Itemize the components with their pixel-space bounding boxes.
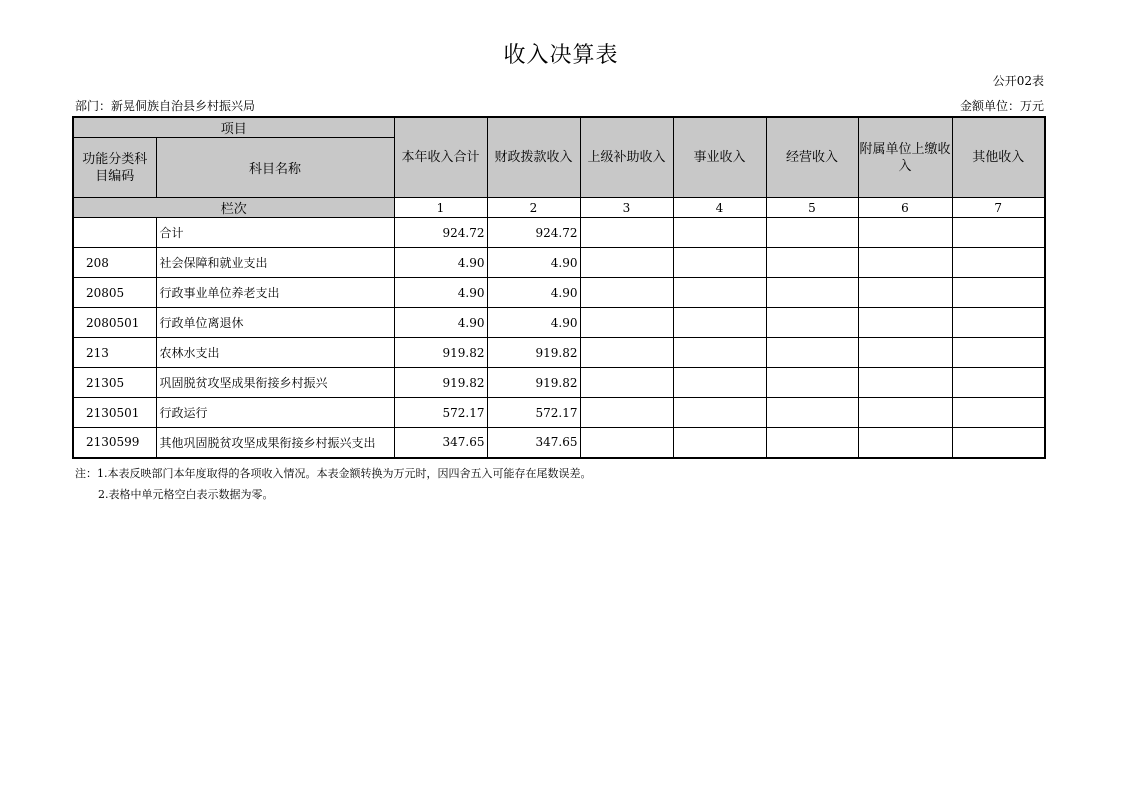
- row-name: 行政单位离退休: [156, 308, 394, 338]
- row-value: 4.90: [394, 248, 487, 278]
- row-name: 其他巩固脱贫攻坚成果衔接乡村振兴支出: [156, 428, 394, 458]
- header-name: 科目名称: [156, 138, 394, 198]
- row-value: [952, 398, 1045, 428]
- row-code: 213: [73, 338, 156, 368]
- header-col-4: 事业收入: [673, 117, 766, 198]
- row-code: 20805: [73, 278, 156, 308]
- header-col-5: 经营收入: [766, 117, 858, 198]
- row-name: 社会保障和就业支出: [156, 248, 394, 278]
- row-value: 347.65: [487, 428, 580, 458]
- amount-unit-label: 金额单位：万元: [959, 99, 1044, 113]
- footnote-2: 2.表格中单元格空白表示数据为零。: [98, 488, 274, 501]
- table-row: [73, 338, 1045, 368]
- row-value: [673, 428, 766, 458]
- row-name: 农林水支出: [156, 338, 394, 368]
- row-value: 919.82: [487, 338, 580, 368]
- row-code: [73, 218, 156, 248]
- row-value: [766, 248, 858, 278]
- row-value: 4.90: [394, 278, 487, 308]
- row-value: [766, 218, 858, 248]
- row-code: 21305: [73, 368, 156, 398]
- footnotes: [75, 463, 592, 505]
- row-code: 2130501: [73, 398, 156, 428]
- row-name: 行政运行: [156, 398, 394, 428]
- row-value: 572.17: [394, 398, 487, 428]
- income-table: [72, 116, 1046, 459]
- row-name: 巩固脱贫攻坚成果衔接乡村振兴: [156, 368, 394, 398]
- row-name: 行政事业单位养老支出: [156, 278, 394, 308]
- footnote-1: 注：1.本表反映部门本年度取得的各项收入情况。本表金额转换为万元时，因四舍五入可能存在尾数误差。: [75, 467, 592, 480]
- row-value: [580, 398, 673, 428]
- column-index: 6: [858, 198, 952, 218]
- row-value: [580, 338, 673, 368]
- header-col-2: 财政拨款收入: [487, 117, 580, 198]
- header-col-1: 本年收入合计: [394, 117, 487, 198]
- table-row: [73, 398, 1045, 428]
- column-index: 3: [580, 198, 673, 218]
- table-row: [73, 368, 1045, 398]
- row-value: [766, 308, 858, 338]
- row-value: [952, 368, 1045, 398]
- row-value: [580, 308, 673, 338]
- row-value: 919.82: [394, 338, 487, 368]
- row-value: [673, 248, 766, 278]
- row-value: 919.82: [487, 368, 580, 398]
- row-value: [673, 308, 766, 338]
- column-index: 5: [766, 198, 858, 218]
- row-value: [858, 278, 952, 308]
- row-value: 4.90: [394, 308, 487, 338]
- table-row: [73, 278, 1045, 308]
- row-value: [952, 218, 1045, 248]
- row-value: [580, 248, 673, 278]
- column-index: 4: [673, 198, 766, 218]
- header-col-7: 其他收入: [952, 117, 1045, 198]
- header-code: 功能分类科目编码: [73, 138, 156, 198]
- row-value: [858, 428, 952, 458]
- row-value: [673, 368, 766, 398]
- row-value: 4.90: [487, 248, 580, 278]
- row-value: 924.72: [487, 218, 580, 248]
- row-value: [858, 398, 952, 428]
- form-number: 公开02表: [992, 74, 1044, 88]
- row-value: 4.90: [487, 278, 580, 308]
- row-value: 4.90: [487, 308, 580, 338]
- row-value: [580, 218, 673, 248]
- header-lanci: 栏次: [73, 198, 394, 218]
- row-value: [952, 278, 1045, 308]
- row-value: [673, 398, 766, 428]
- row-value: 919.82: [394, 368, 487, 398]
- row-value: [858, 308, 952, 338]
- row-name: 合计: [156, 218, 394, 248]
- row-value: [580, 428, 673, 458]
- column-index: 1: [394, 198, 487, 218]
- row-value: [766, 428, 858, 458]
- row-code: 208: [73, 248, 156, 278]
- row-value: [580, 368, 673, 398]
- table-row: [73, 218, 1045, 248]
- row-value: [858, 218, 952, 248]
- page-title: 收入决算表: [503, 43, 619, 68]
- row-value: [673, 218, 766, 248]
- column-index: 7: [952, 198, 1045, 218]
- row-value: [673, 278, 766, 308]
- row-code: 2130599: [73, 428, 156, 458]
- row-value: [766, 278, 858, 308]
- row-value: [858, 338, 952, 368]
- row-value: [858, 368, 952, 398]
- row-value: [766, 338, 858, 368]
- table-row: [73, 428, 1045, 458]
- header-project: 项目: [73, 117, 394, 138]
- table-row: [73, 248, 1045, 278]
- row-value: [952, 248, 1045, 278]
- row-value: [673, 338, 766, 368]
- row-value: [952, 308, 1045, 338]
- row-value: [766, 368, 858, 398]
- column-index: 2: [487, 198, 580, 218]
- row-value: [766, 398, 858, 428]
- row-value: [952, 338, 1045, 368]
- table-row: [73, 308, 1045, 338]
- row-code: 2080501: [73, 308, 156, 338]
- department-label: 部门：新晃侗族自治县乡村振兴局: [75, 99, 256, 113]
- row-value: 572.17: [487, 398, 580, 428]
- header-col-3: 上级补助收入: [580, 117, 673, 198]
- row-value: [952, 428, 1045, 458]
- header-col-6: 附属单位上缴收入: [858, 117, 952, 198]
- row-value: [580, 278, 673, 308]
- row-value: 924.72: [394, 218, 487, 248]
- row-value: [858, 248, 952, 278]
- row-value: 347.65: [394, 428, 487, 458]
